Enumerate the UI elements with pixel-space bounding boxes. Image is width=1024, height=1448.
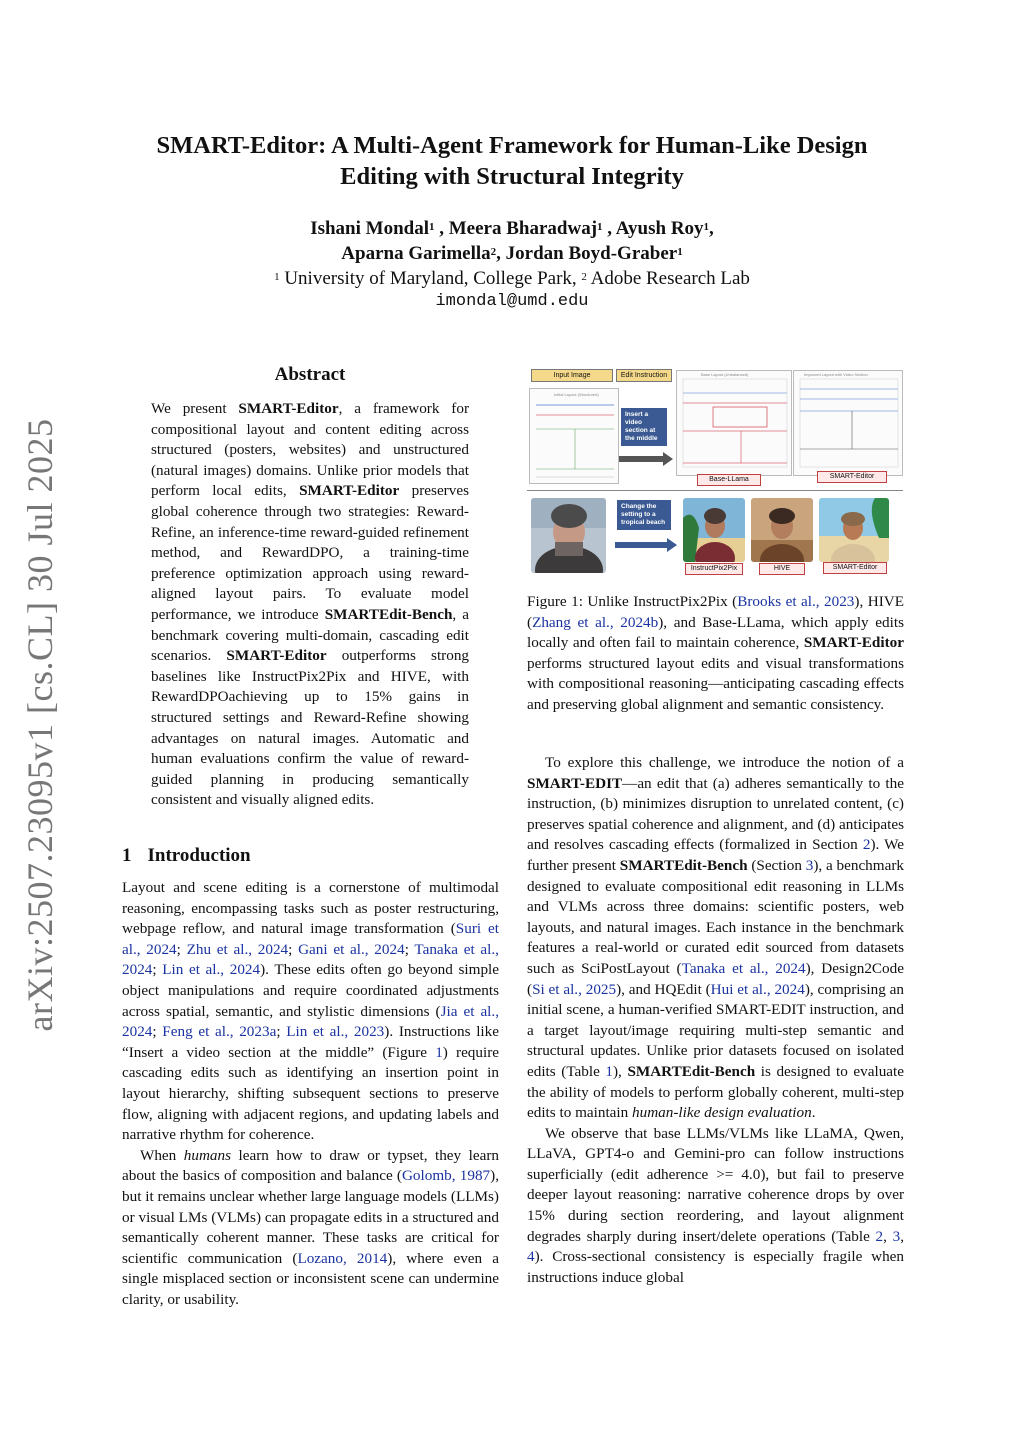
smart-editor-top-label: SMART-Editor xyxy=(817,471,887,483)
smart-editor-result-image xyxy=(819,498,889,562)
edit-instruction-insert-video: Insert a video section at the middle xyxy=(621,408,667,446)
smart-editor-layout-diagram xyxy=(794,371,902,475)
instructpix2pix-result-image xyxy=(683,498,745,562)
citation-link[interactable]: Tanaka et al., 2024 xyxy=(122,940,499,979)
section-ref-link[interactable]: 2 xyxy=(862,836,871,854)
table-ref-link[interactable]: 1 xyxy=(605,1062,613,1080)
affiliation: $^1$ University of Maryland, College Park, $^2$ Adobe Research Lab xyxy=(274,268,750,289)
hive-label: HIVE xyxy=(759,563,805,575)
author-list xyxy=(100,216,924,266)
abstract-heading: Abstract xyxy=(274,364,346,385)
winter-portrait-image xyxy=(531,498,606,573)
citation-link[interactable]: Feng et al., 2023a xyxy=(162,1023,277,1041)
paragraph: We observe that base LLMs/VLMs like LLaMA, Qwen, LLaVA, GPT4-o and Gemini-pro can follow instructions superficially (edit adherence >= 4.0), but fail to preserve deeper layout reasoning: narrative coherence drops by over 15% during section reordering, and layout alignment degrades sharply during insert/delete operations (Table 2, 3, 4). Cross-sectional consistency is especially fragile when instructions induce global xyxy=(527,1124,905,1286)
author-name: Meera Bharadwaj xyxy=(448,218,598,239)
citation-link[interactable]: Tanaka et al., 2024 xyxy=(681,959,806,977)
author-line-1: Ishani Mondal$^1$ , Meera Bharadwaj$^1$ , Ayush Roy$^1$, xyxy=(310,218,714,239)
table-ref-link[interactable]: 3 xyxy=(892,1227,901,1245)
panel-title-mid: Base Layout (Unbalanced) xyxy=(701,372,749,377)
output-photo-smart-editor xyxy=(819,498,889,562)
paragraph: When humans learn how to draw or typset, they learn about the basics of composition and balance (Golomb, 1987), but it remains unclear whether large language models (LLMs) or visual LMs (VLMs) can propagate edits in a structured and semantically coherent manner. These tasks are critical for scientific communication (Lozano, 2014), where even a single misplaced section or inconsistent scene can undermine clarity, or usability. xyxy=(122,1146,499,1308)
citation-link[interactable]: Suri et al., 2024 xyxy=(122,920,500,958)
author-name: Ishani Mondal xyxy=(310,218,429,239)
output-photo-hive xyxy=(751,498,813,562)
paper-title xyxy=(100,130,924,192)
citation-link[interactable]: Lin et al., 2024 xyxy=(162,961,261,979)
hive-result-image xyxy=(751,498,813,562)
author-name: Ayush Roy xyxy=(615,218,704,239)
citation-link[interactable]: Lozano, 2014 xyxy=(297,1249,388,1267)
input-image-label: Input Image xyxy=(531,369,613,382)
author-name: Aparna Garimella xyxy=(341,243,491,264)
arxiv-identifier-text: arXiv:2507.23095v1 [cs.CL] 30 Jul 2025 xyxy=(20,418,60,1032)
figure-divider xyxy=(527,490,903,491)
citation-link[interactable]: Lin et al., 2023 xyxy=(286,1023,385,1041)
panel-title-right: Improved Layout with Video Section xyxy=(804,372,868,377)
smart-editor-layout-panel xyxy=(793,370,903,476)
input-photo-winter-man xyxy=(531,498,606,573)
section-number: 1 xyxy=(122,845,132,866)
instructpix2pix-label: InstructPix2Pix xyxy=(685,563,743,575)
edit-instruction-tropical-beach: Change the setting to a tropical beach xyxy=(617,500,671,530)
citation-link[interactable]: Jia et al., 2024 xyxy=(122,1002,499,1041)
table-ref-link[interactable]: 4 xyxy=(527,1248,535,1266)
output-photo-instructpix2pix xyxy=(683,498,745,562)
smart-editor-bottom-label: SMART-Editor xyxy=(823,562,887,574)
paragraph: To explore this challenge, we introduce the notion of a SMART-EDIT—an edit that (a) adheres semantically to the instruction, (b) minimizes disruption to unrelated content, (c) preserves spatial coherence and alignment, and (d) anticipates and resolves cascading effects (formalized in Section 2). We further present SMARTEdit-Bench (Section 3), a benchmark designed to evaluate compositional edit reasoning in LLMs and VLMs across three domains: scientific posters, web layouts, and natural images. Each instance in the benchmark features a real-world or curated edit sourced from datasets such as SciPostLayout (Tanaka et al., 2024), Design2Code (Si et al., 2025), and HQEdit (Hui et al., 2024), comprising an initial scene, a human-verified SMART-EDIT instruction, and a target layout/image requiring multi-step semantic and structural updates. Unlike prior datasets focused on isolated edits (Table 1), SMARTEdit-Bench is designed to evaluate the ability of models to perform globally coherent, multi-step edits to maintain human-like design evaluation. xyxy=(527,754,905,1122)
base-llama-label: Base-LLama xyxy=(697,474,761,486)
figure-1-caption: Figure 1: Unlike InstructPix2Pix (Brooks et al., 2023), HIVE (Zhang et al., 2024b), and Base-LLama, which apply edits locally and often fail to maintain coherence, SMART-Editor performs structured layout edits and visual transformations with compositional reasoning—anticipating cascading effects and preserving global alignment and semantic consistency. xyxy=(527,593,904,713)
section-ref-link[interactable]: 3 xyxy=(805,856,814,874)
right-column-body xyxy=(527,753,904,1288)
author-email[interactable]: imondal@umd.edu xyxy=(435,292,589,311)
paragraph: Layout and scene editing is a cornerstone of multimodal reasoning, encompassing tasks such as poster restructuring, webpage reflow, and natural image transformation (Suri et al., 2024; Zhu et al., 2024; Gani et al., 2024; Tanaka et al., 2024; Lin et al., 2024). These edits often go beyond simple object manipulations and require coordinated adjustments across spatial, semantic, and stylistic dimensions (Jia et al., 2024; Feng et al., 2023a; Lin et al., 2023). Instructions like “Insert a video section at the middle” (Figure 1) require cascading edits such as identifying an insertion point in layout hierarchy, shifting subsequent sections to preserve flow, aligning with adjacent regions, and updating labels and narrative rhythm for coherence. xyxy=(122,879,500,1144)
citation-link[interactable]: Zhu et al., 2024 xyxy=(186,940,289,958)
citation-link[interactable]: Gani et al., 2024 xyxy=(298,940,405,958)
section-title: Introduction xyxy=(147,845,251,866)
citation-link[interactable]: Golomb, 1987 xyxy=(401,1167,491,1185)
figure-ref-link[interactable]: 1 xyxy=(435,1043,443,1061)
section-heading-introduction xyxy=(122,845,251,867)
abstract-body: We present SMART-Editor, a framework for compositional layout and content editing across structured (posters, websites) and unstructured (natural images) domains. Unlike prior models that perform local edits, SMART-Editor preserves global coherence through two strategies: Reward-Refine, an inference-time reward-guided refinement method, and RewardDPO, a training-time preference optimization approach using reward-aligned layout pairs. To evaluate model performance, we introduce SMARTEdit-Bench, a benchmark covering multi-domain, cascading edit scenarios. SMART-Editor outperforms strong baselines like InstructPix2Pix and HIVE, with RewardDPOachieving up to 15% gains in structured settings and Reward-Refine showing advantages on natural images. Automatic and human evaluations confirm the value of reward-guided planning in producing semantically consistent and visually aligned edits. xyxy=(151,400,470,809)
arrow-icon xyxy=(619,452,675,466)
citation-link[interactable]: Si et al., 2025 xyxy=(532,980,617,998)
panel-title-left: Initial Layout (Structured) xyxy=(554,392,599,397)
author-line-2: Aparna Garimella$^2$, Jordan Boyd-Graber$^1$ xyxy=(341,243,683,264)
base-llama-layout-panel xyxy=(676,370,792,476)
affiliation-adobe: Adobe Research Lab xyxy=(590,268,750,289)
figure-1 xyxy=(527,362,903,578)
citation-link[interactable]: Brooks et al., 2023 xyxy=(737,593,855,610)
edit-instruction-label: Edit Instruction xyxy=(616,369,672,382)
citation-link[interactable]: Zhang et al., 2024b xyxy=(532,613,659,631)
input-layout-diagram xyxy=(530,389,618,483)
input-layout-panel xyxy=(529,388,619,484)
title-line-1: SMART-Editor: A Multi-Agent Framework for Human-Like Design xyxy=(156,132,868,159)
base-llama-layout-diagram xyxy=(677,371,791,475)
arxiv-identifier xyxy=(8,418,72,1032)
affiliation-umd: University of Maryland, College Park, xyxy=(284,268,577,289)
title-line-2: Editing with Structural Integrity xyxy=(340,163,684,190)
introduction-body xyxy=(122,878,499,1310)
arrow-icon xyxy=(615,538,679,552)
table-ref-link[interactable]: 2 xyxy=(875,1227,884,1245)
author-name: Jordan Boyd-Graber xyxy=(505,243,678,264)
citation-link[interactable]: Hui et al., 2024 xyxy=(710,980,805,998)
